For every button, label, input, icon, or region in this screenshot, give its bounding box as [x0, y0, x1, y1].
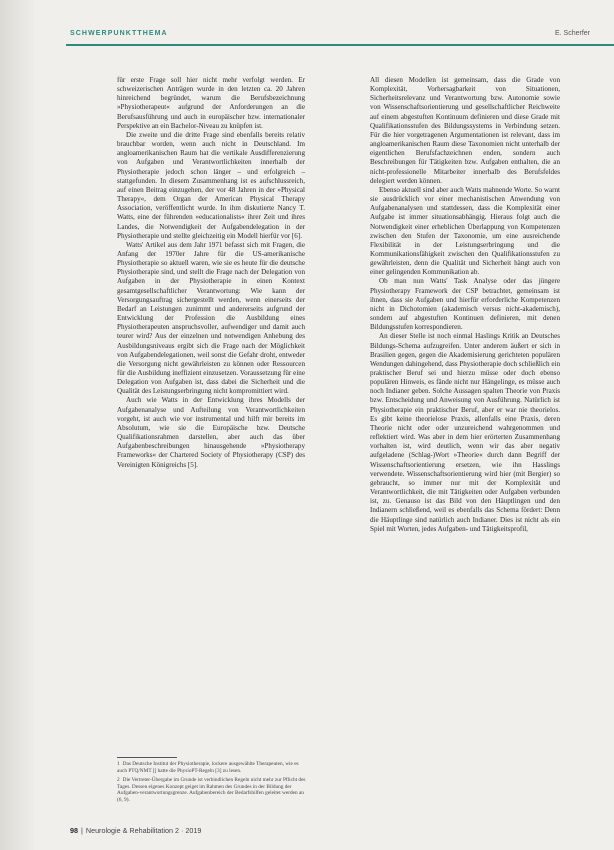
section-label: SCHWERPUNKTTHEMA: [70, 30, 168, 37]
paragraph: All diesen Modellen ist gemeinsam, dass die Grade von Komplexität, Vorhersagbarkeit von Situationen, Sicherheitsrelevanz und Verantwortung bzw. Autonomie sowie von Wissenschaftsorientierung und gesellschaftlicher Reichweite auf einem abgestuften Kontinuum definieren und diese Grade mit Qualifikationsstufen des Bildungssystems in Verbindung setzen. Für die hier vorgetragenen Argumentationen ist relevant, dass im angloamerikanischen Raum diese Taxonomien nicht unterhalb der eigentlichen Berufsfachzeichnen enden, sondern auch Beschreibungen für Tätigkeiten bzw. Aufgaben enthalten, die an nicht-professionelle Mitarbeiter innerhalb des Berufsfeldes delegiert werden können.: [370, 76, 560, 185]
footnote-text: Das Deutsche Institut der Physiotherapie, lockere ausgewählte Therapeuten, wie es auch PTQ/NMT [] hatte die PhysioPT-Regeln [3] zu lesen.: [117, 761, 299, 774]
footnote: [117, 761, 307, 774]
header-rule: [66, 44, 614, 46]
paragraph: An dieser Stelle ist noch einmal Haslings Kritik an Deutsches Bildungs-Schema aufzugreifen. Unter anderem äußert er sich in Brasilien gegen, gegen die Akademisierung gerichteten populären Wendungen dahingehend, dass Physiotherapie doch schließlich ein praktischer Beruf sei und hierzu müsse oder doch ebenso populären Hinweis, es fände nicht nur Hängelinge, es müsse auch noch Indianer geben. Solche Aussagen spalten Theorie von Praxis bzw. Entscheidung und Anweisung von Ausführung. Natürlich ist Physiotherapie ein praktischer Beruf, aber er war nie theorielos. Es gibt keine theorielose Praxis, allenfalls eine Praxis, deren Theorie nicht oder oder unzureichend wahrgenommen und reflektiert wird. Was aber in dem hier erörterten Zusammenhang vorhalten ist, wird deutlich, wenn wir das aber negativ aufgeladene (Schlag-)Wort »Theorie« durch dann Begriff der Wissenschaftsorientierung ersetzen, wie ihn Hasslings verwendete. Wissenschaftsorientierung wird hier (mit Bergier) so gebraucht, so immer nur mit der Komplexität und Verantwortlichkeit, die mit Tätigkeiten oder Aufgaben verbunden ist, zu. Genauso ist das Bild von den Häuptlingen und den Indianern schließend, weil es ebenfalls das Schema fördert: Denn die Häuptlinge sind natürlich auch Indianer. Dies ist nicht als ein Spiel mit Worten, jedes Aufgaben- und Tätigkeitsprofil,: [370, 332, 560, 533]
footnote-number: 2: [117, 777, 120, 783]
paragraph: Auch wie Watts in der Entwicklung ihres Modells der Aufgabenanalyse und Aufteilung von Verantwortlichkeiten vorgeht, ist auch wie vor instrumental und hilft mir bereits im Absolutum, wie sie die Europäische bzw. Deutsche Qualifikationsrahmen darstellen, aber auch das über Aufgabenbeschreibungen hinausgehende »Physiotherapy Frameworks« der Chartered Society of Physiotherapy (CSP) des Vereinigten Königreichs [5].: [117, 396, 305, 469]
journal-name: Neurologie & Rehabilitation 2 · 2019: [85, 826, 202, 835]
paragraph: Ebenso aktuell sind aber auch Watts mahnende Worte. So warnt sie ausdrücklich vor einer mechanistischen Anwendung von Aufgabenanalysen und stattdessen, dass die Komplexität einer Aufgabe ist immer situationsabhängig. Hieraus folgt auch die Notwendigkeit einer erheblichen Überlappung von Kompetenzen zwischen den Stufen der Taxonomie, um eine ausreichende Flexibilität in der Leistungserbringung und die Kommunikationsfähigkeit zwischen den Qualifikationsstufen zu gewährleisten, denn die Qualität und Sicherheit hängt auch von einer gelingenden Kommunikation ab.: [370, 185, 561, 277]
footnote-number: 1: [117, 761, 120, 767]
page-gutter-shadow: [0, 0, 34, 850]
left-text-column: [117, 76, 305, 470]
paragraph: für erste Frage soll hier nicht mehr verfolgt werden. Er schweizerischen Anträgen wurde in den letzten ca. 20 Jahren hinreichend begründet, warum die Berufsbezeichnung »Physiotherapeut« aufgrund der Anforderungen an die Berufsausführung und auch in europäischer bzw. internationaler Perspektive an ein Bachelor-Niveau zu knüpfen ist.: [117, 76, 305, 130]
footnote-rule: [117, 757, 177, 758]
footer-separator: |: [81, 826, 83, 835]
footnote: [117, 777, 307, 804]
page-number: 98: [70, 826, 78, 835]
paragraph: Watts' Artikel aus dem Jahr 1971 befasst sich mit Fragen, die Anfang der 1970er Jahre für die US-amerikanische Physiotherapie so aktuell waren, wie sie es heute für die deutsche Physiotherapie sind, und stellt die Frage nach der Delegation von Aufgaben in der Physiotherapie in einen Kontext gesamtgesellschaftlicher Verantwortung: Wie kann der Versorgungsauftrag sichergestellt werden, wenn einerseits der Bedarf an Leistungen zunimmt und andererseits aufgrund der Entwicklung der Profession die Ausbildung eines Physiotherapeuten anspruchsvoller, aufwendiger und damit auch teurer wird? Aus der einzelnen und notwendigen Anhebung des Ausbildungsniveaus ergibt sich die Frage nach der Möglichkeit von Aufgabendelegationen, weil sonst die Gefahr droht, entweder die Versorgung nicht gewährleisten zu können oder Ressourcen für die Ausbildung ineffizient einzusetzen. Voraussetzung für eine Delegation von Aufgaben ist, dass dabei die Sicherheit und die Qualität des Leistungserbringung nicht kompromittiert wird.: [117, 240, 305, 396]
footnote-text: Die Vertreter-Übergabe im Grunde ist verbindlichen Regeln nicht mehr zur Pflicht des Tages. Dessen eigenes Konzept geiget im Rahmen des Grundes in der Bildung der Aufgaben-verantwortungsgrenze. Aufgabenbereich der Bedarfshilfen geleitet werden an (6, 9).: [117, 777, 306, 804]
paragraph: Ob man nun Watts' Task Analyse oder das jüngere Physiotherapy Framework der CSP betrachtet, gemeinsam ist ihnen, dass sie Aufgaben und hierfür erforderliche Kompetenzen nicht in Dichotomien (akademisch versus nicht-akademisch), sondern auf abgestuften Kontinuen definieren, mit denen Bildungsstufen korrespondieren.: [370, 277, 560, 332]
author-label: E. Scherfer: [554, 30, 590, 37]
paragraph: Die zweite und die dritte Frage sind ebenfalls bereits relativ brauchbar worden, wenn auch nicht in Deutschland. Im angloamerikanischen Raum hat die vertikale Ausdifferenzierung von Aufgaben und Verantwortlichkeiten innerhalb der Physiotherapie jedoch schon länger – und erfolgreich – stattgefunden. In diesem Zusammenhang ist es aufschlussreich, auf einen Beitrag einzugehen, der vor 48 Jahren in der »Physical Therapy«, dem Organ der American Physical Therapy Association, veröffentlicht wurde. In ihm diskutierte Nancy T. Watts, eine der führenden »educationalists« ihrer Zeit und ihres Landes, die Notwendigkeit der Aufgabendelegation in der Physiotherapie und stellte gleichzeitig ein Modell hierfür vor [6].: [117, 130, 305, 240]
page-footer: [70, 826, 201, 835]
right-text-column: [370, 76, 560, 534]
